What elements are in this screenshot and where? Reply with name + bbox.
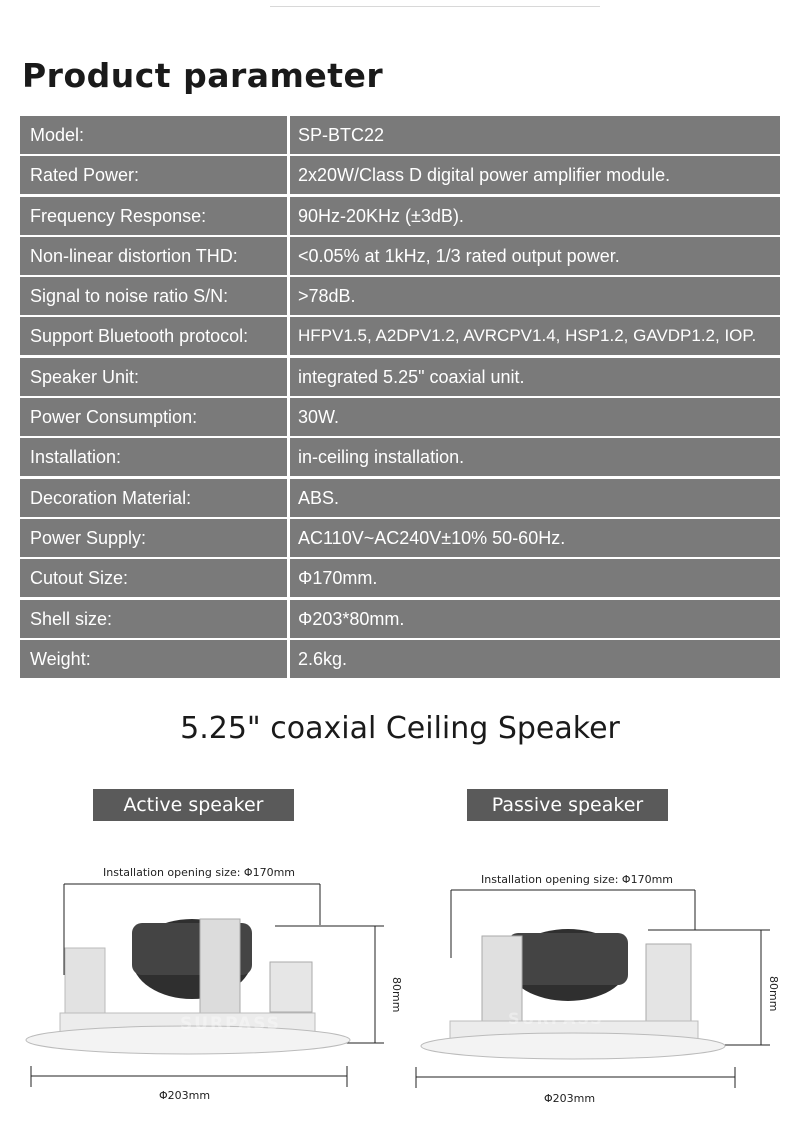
spec-label: Non-linear distortion THD:: [20, 237, 287, 275]
spec-value: AC110V~AC240V±10% 50-60Hz.: [290, 519, 780, 557]
spec-row: [20, 317, 780, 355]
spec-label: Shell size:: [20, 600, 287, 638]
speaker-grille: [421, 1033, 725, 1059]
spec-value: SP-BTC22: [290, 116, 780, 154]
spec-label: Cutout Size:: [20, 559, 287, 597]
spec-value: 90Hz-20KHz (±3dB).: [290, 197, 780, 235]
spec-label: Support Bluetooth protocol:: [20, 317, 287, 355]
spec-row: [20, 156, 780, 194]
passive-speaker-badge: Passive speaker: [467, 789, 668, 821]
section-title: 5.25" coaxial Ceiling Speaker: [180, 711, 620, 746]
spec-label: Frequency Response:: [20, 197, 287, 235]
spec-label: Decoration Material:: [20, 479, 287, 517]
spec-label: Signal to noise ratio S/N:: [20, 277, 287, 315]
speaker-bracket: [270, 962, 312, 1012]
active-speaker-badge: Active speaker: [93, 789, 294, 821]
height-label: 80mm: [767, 976, 780, 1012]
spec-value: integrated 5.25" coaxial unit.: [290, 358, 780, 396]
spec-value: 2x20W/Class D digital power amplifier module.: [290, 156, 780, 194]
spec-row: [20, 398, 780, 436]
spec-label: Speaker Unit:: [20, 358, 287, 396]
spec-row: [20, 358, 780, 396]
diameter-label: Φ203mm: [159, 1089, 211, 1102]
spec-value: Φ170mm.: [290, 559, 780, 597]
passive-speaker-diagram: [408, 858, 788, 1118]
spec-value: 30W.: [290, 398, 780, 436]
spec-row: [20, 116, 780, 154]
spec-row: [20, 237, 780, 275]
watermark: SURPASS: [180, 1014, 281, 1034]
watermark: SURPASS: [508, 1009, 604, 1028]
diameter-label: Φ203mm: [544, 1092, 596, 1105]
height-label: 80mm: [390, 977, 403, 1013]
spec-value: >78dB.: [290, 277, 780, 315]
spec-label: Weight:: [20, 640, 287, 678]
spec-value: HFPV1.5, A2DPV1.2, AVRCPV1.4, HSP1.2, GAVDP1.2, IOP.: [290, 317, 780, 355]
spec-row: [20, 600, 780, 638]
speaker-bracket: [646, 944, 691, 1029]
spec-label: Power Supply:: [20, 519, 287, 557]
active-speaker-diagram: [20, 855, 403, 1115]
opening-size-label: Installation opening size: Φ170mm: [103, 866, 295, 879]
spec-label: Installation:: [20, 438, 287, 476]
spec-row: [20, 640, 780, 678]
spec-label: Power Consumption:: [20, 398, 287, 436]
spec-value: ABS.: [290, 479, 780, 517]
spec-value: <0.05% at 1kHz, 1/3 rated output power.: [290, 237, 780, 275]
spec-value: Φ203*80mm.: [290, 600, 780, 638]
spec-value: 2.6kg.: [290, 640, 780, 678]
speaker-frame: [65, 948, 105, 1018]
spec-label: Model:: [20, 116, 287, 154]
opening-size-label: Installation opening size: Φ170mm: [481, 873, 673, 886]
spec-row: [20, 277, 780, 315]
spec-row: [20, 197, 780, 235]
speaker-magnet: [508, 933, 628, 985]
speaker-bracket: [200, 919, 240, 1015]
spec-row: [20, 479, 780, 517]
spec-table: [20, 116, 780, 680]
spec-row: [20, 438, 780, 476]
spec-label: Rated Power:: [20, 156, 287, 194]
spec-value: in-ceiling installation.: [290, 438, 780, 476]
page-title: Product parameter: [22, 56, 384, 95]
spec-row: [20, 519, 780, 557]
spec-row: [20, 559, 780, 597]
top-divider: [270, 0, 600, 7]
